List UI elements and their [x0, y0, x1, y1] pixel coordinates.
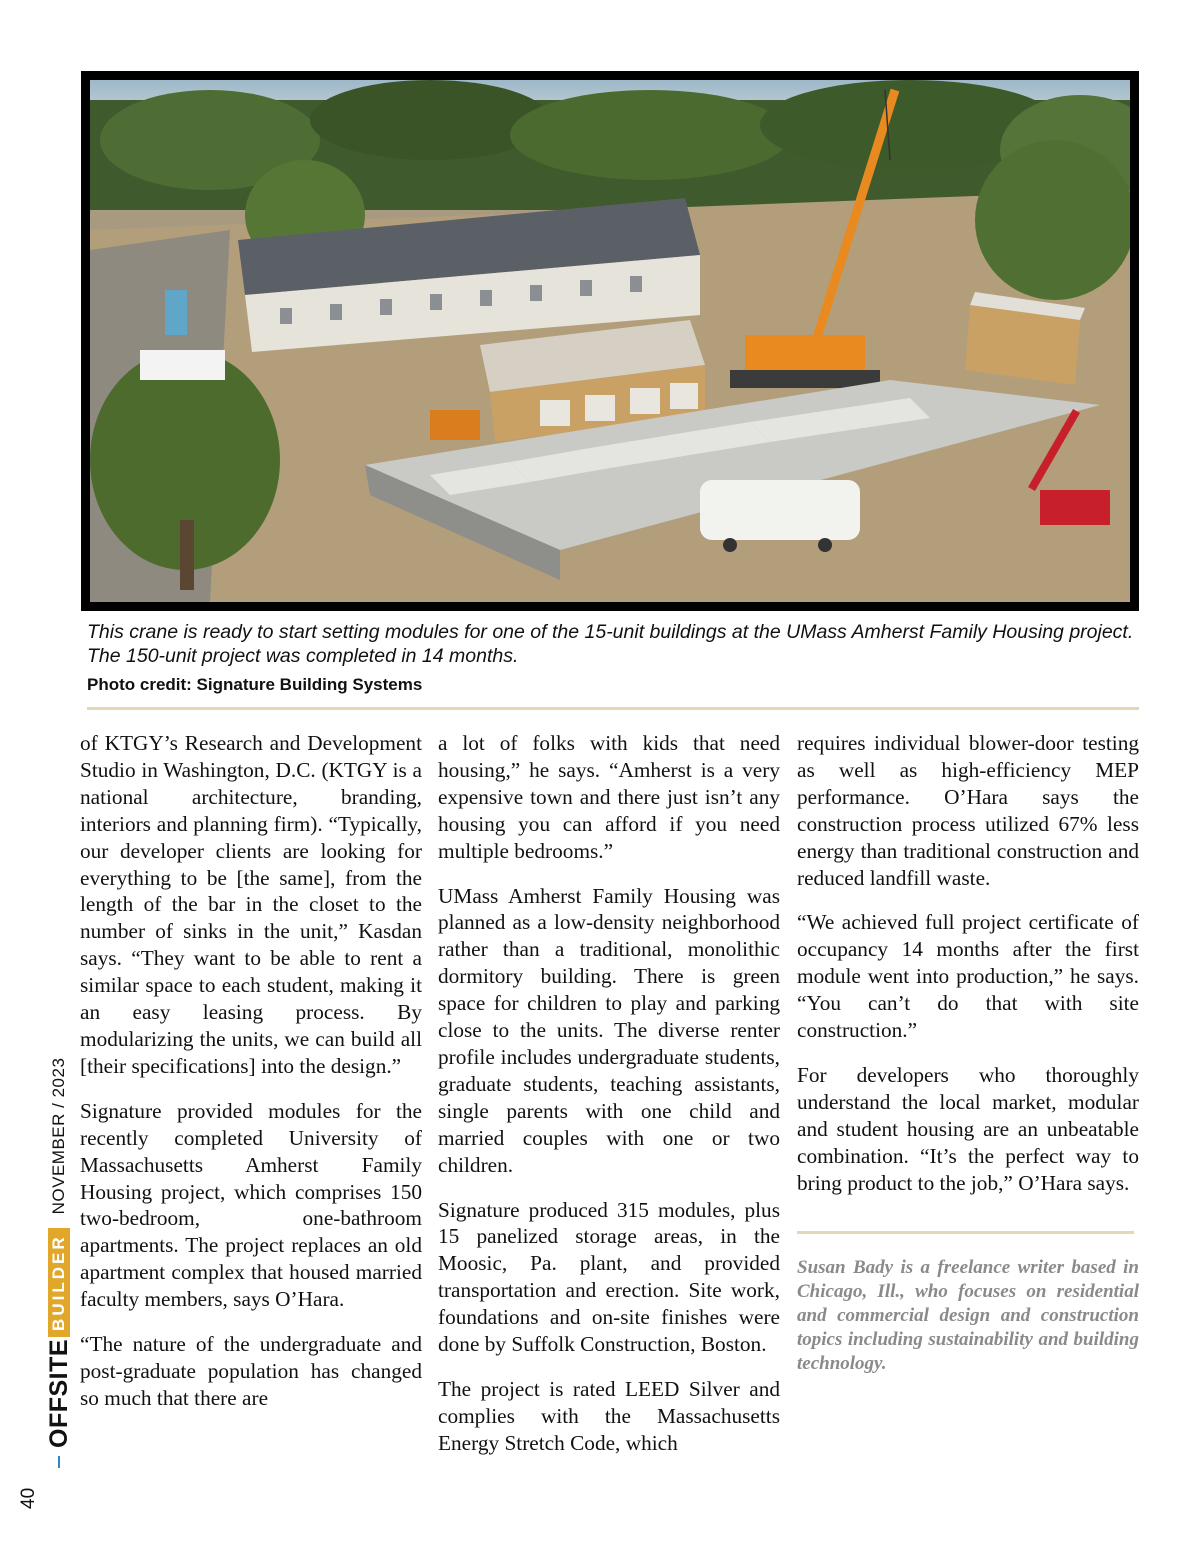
brand-name: OFFSITE — [44, 1338, 73, 1448]
paragraph: For developers who thoroughly understand the local market, modular and student housing are an unbeatable combination. “It’s the perfect way to bring product to the job,” O’Hara says. — [797, 1062, 1139, 1195]
accent-bar — [58, 1456, 60, 1468]
paragraph: “The nature of the undergraduate and post-graduate population has changed so much that there are — [80, 1332, 422, 1410]
paragraph: Signature provided modules for the recently completed University of Massachusetts Amherst Family Housing project, which comprises 150 two-bedroom, one-bathroom apartments. The project replaces an old apartment complex that housed married faculty members, says O’Hara. — [80, 1098, 422, 1312]
paragraph: The project is rated LEED Silver and complies with the Massachusetts Energy Stretch Code, which — [438, 1376, 780, 1455]
paragraph: “We achieved full project certificate of occupancy 14 months after the first module went into production,” he says. “You can’t do that with site construction.” — [797, 910, 1139, 1043]
article-column-3 — [797, 730, 1139, 1376]
caption-divider — [87, 707, 1139, 710]
bio-divider — [797, 1231, 1134, 1234]
paragraph: requires individual blower-door testing as well as high-efficiency MEP performance. O’Hara says the construction process utilized 67% less energy than traditional construction and reduced landfill waste. — [797, 731, 1139, 890]
page-number: 40 — [18, 1487, 39, 1509]
paragraph: of KTGY’s Research and Development Studio in Washington, D.C. (KTGY is a national architecture, branding, interiors and planning firm). “Typically, our developer clients are looking for everything to be [the same], from the length of the bar in the closet to the number of sinks in the unit,” Kasdan says. “They want to be able to rent a similar space to each student, making it an easy leasing process. By modularizing the units, we can build all [their specifications] into the design.” — [80, 731, 422, 1078]
article-column-1 — [80, 730, 422, 1430]
paragraph: Signature produced 315 modules, plus 15 panelized storage areas, in the Moosic, Pa. plant, and provided transportation and erection. Site work, foundations and on-site finishes were done by Suffolk Construction, Boston. — [438, 1197, 780, 1357]
issue-date: NOVEMBER / 2023 — [49, 1057, 68, 1215]
paragraph: a lot of folks with kids that need housing,” he says. “Amherst is a very expensive town and there just isn’t any housing you can afford if you need multiple bedrooms.” — [438, 731, 780, 863]
article-photo — [81, 71, 1139, 611]
paragraph: UMass Amherst Family Housing was planned as a low-density neighborhood rather than a traditional, monolithic dormitory building. There is green space for children to play and parking close to the units. The diverse renter profile includes undergraduate students, graduate students, teaching assistants, single parents with one child and married couples with one or two children. — [438, 883, 780, 1177]
magazine-sidebar-label — [44, 1058, 74, 1468]
construction-site-image — [90, 80, 1130, 602]
photo-caption: This crane is ready to start setting modules for one of the 15-unit buildings at the UMass Amherst Family Housing project. The 150-unit project was completed in 14 months. — [87, 621, 1134, 667]
article-column-2 — [438, 730, 780, 1475]
author-bio: Susan Bady is a freelance writer based in Chicago, Ill., who focuses on residential and commercial design and construction topics including sustainability and building technology. — [797, 1256, 1139, 1374]
brand-name-accent: BUILDER — [48, 1228, 70, 1337]
photo-credit: Photo credit: Signature Building Systems — [87, 675, 423, 694]
